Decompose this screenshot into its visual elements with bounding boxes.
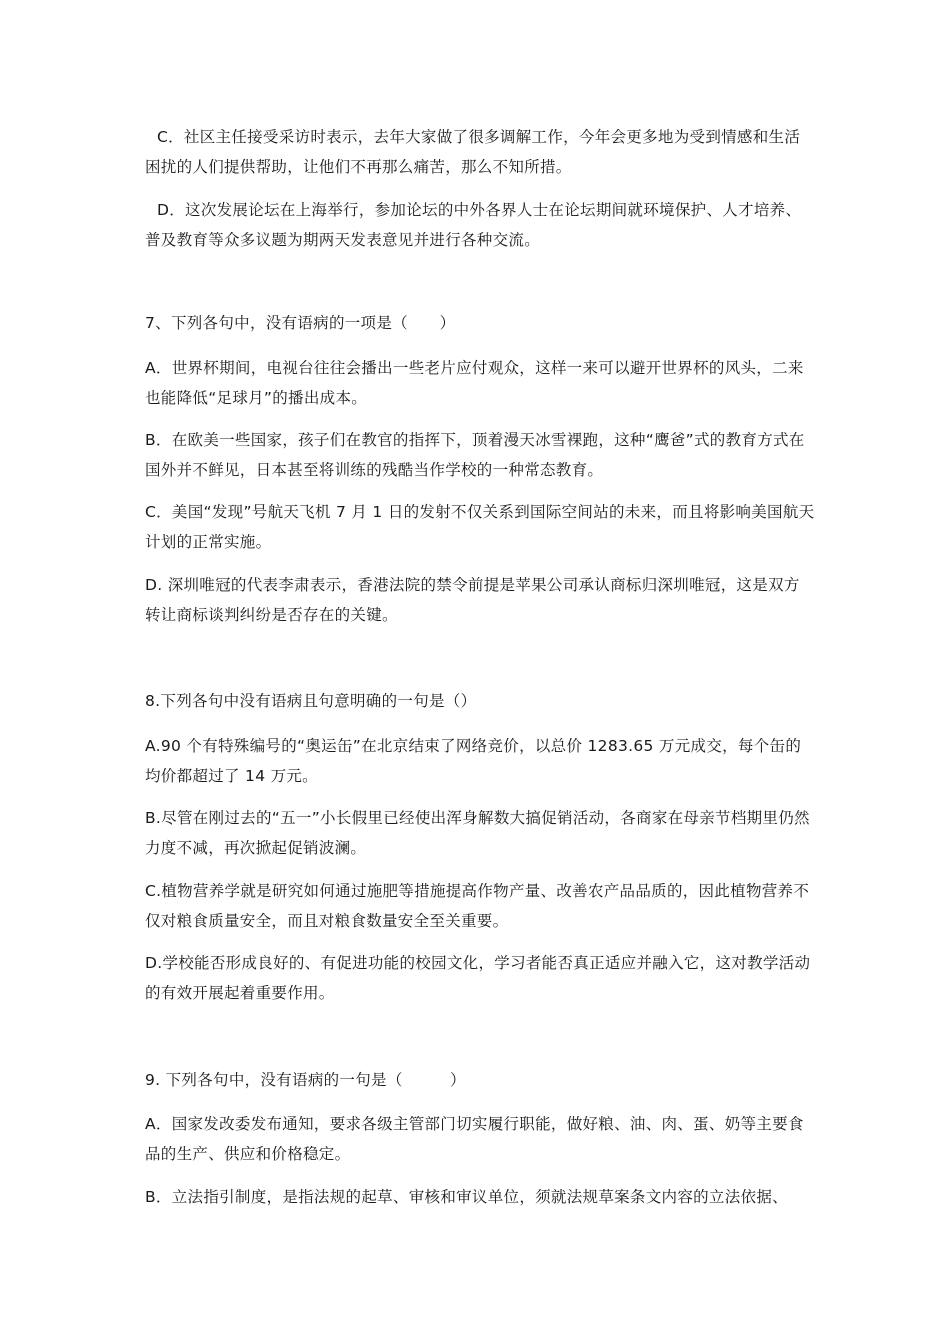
q6-option-d: D．这次发展论坛在上海举行，参加论坛的中外各界人士在论坛期间就环境保护、人才培养、普及教育等众多议题为期两天发表意见并进行各种交流。: [145, 201, 802, 249]
q9-option-b: B．立法指引制度，是指法规的起草、审核和审议单位，须就法规草案条文内容的立法依据、: [145, 1188, 788, 1206]
q6-option-c: C．社区主任接受采访时表示，去年大家做了很多调解工作，今年会更多地为受到情感和生活困扰的人们提供帮助，让他们不再那么痛苦，那么不知所措。: [145, 128, 801, 176]
q8-option-c: C.植物营养学就是研究如何通过施肥等措施提高作物产量、改善农产品品质的，因此植物营养不仅对粮食质量安全，而且对粮食数量安全至关重要。: [145, 882, 810, 930]
q7-option-c: C．美国“发现”号航天飞机 7 月 1 日的发射不仅关系到国际空间站的未来，而且将影响美国航天计划的正常实施。: [145, 503, 815, 551]
q7-option-d: D. 深圳唯冠的代表李肃表示，香港法院的禁令前提是苹果公司承认商标归深圳唯冠，这是双方转让商标谈判纠纷是否存在的关键。: [145, 576, 800, 624]
q8-option-a: A.90 个有特殊编号的“奥运缶”在北京结束了网络竞价，以总价 1283.65 万元成交，每个缶的均价都超过了 14 万元。: [145, 737, 802, 785]
q9-option-a: A．国家发改委发布通知，要求各级主管部门切实履行职能，做好粮、油、肉、蛋、奶等主要食品的生产、供应和价格稳定。: [145, 1115, 804, 1163]
q8-option-d: D.学校能否形成良好的、有促进功能的校园文化，学习者能否真正适应并融入它，这对教学活动的有效开展起着重要作用。: [145, 954, 811, 1002]
q8-stem: 8.下列各句中没有语病且句意明确的一句是（）: [145, 692, 477, 710]
q7-stem: 7、下列各句中，没有语病的一项是（ ）: [145, 314, 456, 332]
q7-option-a: A．世界杯期间，电视台往往会播出一些老片应付观众，这样一来可以避开世界杯的风头，二来也能降低“足球月”的播出成本。: [145, 359, 804, 407]
q7-option-b: B．在欧美一些国家，孩子们在教官的指挥下，顶着漫天冰雪裸跑，这种“鹰爸”式的教育方式在国外并不鲜见，日本甚至将训练的残酷当作学校的一种常态教育。: [145, 431, 805, 479]
q8-option-b: B.尽管在刚过去的“五一”小长假里已经使出浑身解数大搞促销活动，各商家在母亲节档期里仍然力度不减，再次掀起促销波澜。: [145, 809, 810, 857]
q9-stem: 9. 下列各句中，没有语病的一句是（ ）: [145, 1071, 466, 1089]
